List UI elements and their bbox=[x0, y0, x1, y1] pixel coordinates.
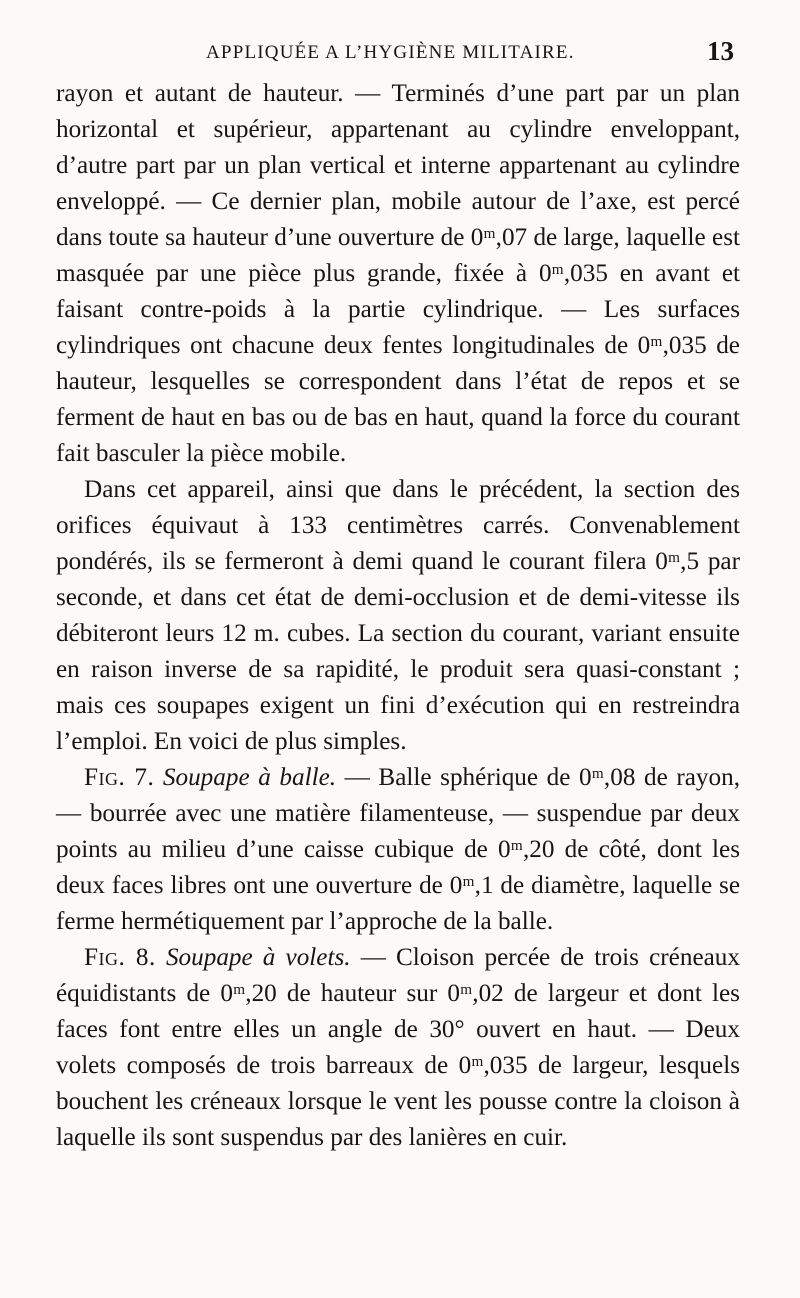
figure-title-8: Soupape à volets. bbox=[165, 944, 351, 971]
paragraph-1: rayon et autant de hauteur. — Terminés d’une part par un plan horizontal et supérieur, appartenant au cylindre enveloppant, d’autre part par un plan vertical et interne appartenant au cylindre enveloppé. — Ce dernier plan, mobile autour de l’axe, est percé dans toute sa hauteur d’une ouverture de 0ᵐ,07 de large, laquelle est masquée par une pièce plus grande, fixée à 0ᵐ,035 en avant et faisant contre-poids à la partie cylindrique. — Les surfaces cylindriques ont chacune deux fentes longitudinales de 0ᵐ,035 de hauteur, lesquelles se correspondent dans l’état de repos et se ferment de haut en bas ou de bas en haut, quand la force du courant fait basculer la pièce mobile. bbox=[56, 80, 740, 467]
figure-title-7: Soupape à balle. bbox=[162, 764, 337, 791]
page-number: 13 bbox=[707, 36, 734, 66]
body-text bbox=[56, 76, 740, 1156]
figure-body-8: — Cloison percée de trois créneaux équidistants de 0ᵐ,20 de hauteur sur 0ᵐ,02 de largeur et dont les faces font entre elles un angle de 30° ouvert en haut. — Deux volets composés de trois barreaux de 0ᵐ,035 de largeur, lesquels bouchent les créneaux lorsque le vent les pousse contre la cloison à laquelle ils sont suspendus par des lanières en cuir. bbox=[56, 944, 740, 1151]
paragraph-2: Dans cet appareil, ainsi que dans le précédent, la section des orifices équivaut à 133 centimètres carrés. Convenablement pondérés, ils se fermeront à demi quand le courant filera 0ᵐ,5 par seconde, et dans cet état de demi-occlusion et de demi-vitesse ils débiteront leurs 12 m. cubes. La section du courant, variant ensuite en raison inverse de sa rapidité, le produit sera quasi-constant ; mais ces soupapes exigent un fini d’exécution qui en restreindra l’emploi. En voici de plus simples. bbox=[56, 476, 740, 755]
page-header bbox=[58, 36, 738, 76]
figure-body-7: — Balle sphérique de 0ᵐ,08 de rayon, — bourrée avec une matière filamenteuse, — suspendue par deux points au milieu d’une caisse cubique de 0ᵐ,20 de côté, dont les deux faces libres ont une ouverture de 0ᵐ,1 de diamètre, laquelle se ferme hermétiquement par l’approche de la balle. bbox=[56, 764, 740, 935]
figure-label-8: Fig. 8. bbox=[84, 944, 156, 971]
paragraph-fig-8 bbox=[56, 940, 740, 1156]
running-title: APPLIQUÉE A L’HYGIÈNE MILITAIRE. bbox=[206, 42, 575, 63]
paragraph-fig-7 bbox=[56, 760, 740, 940]
figure-label-7: Fig. 7. bbox=[84, 764, 155, 791]
